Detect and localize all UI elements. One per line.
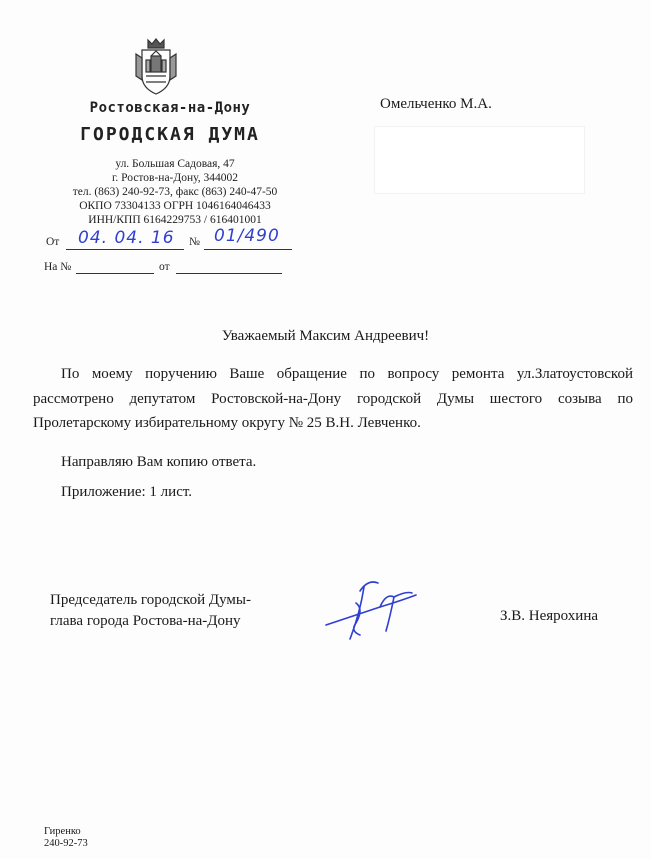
reply-number-prefix: На № <box>44 261 72 273</box>
number-underline <box>204 249 292 250</box>
org-name-line1: Ростовская-на-Дону <box>89 100 251 116</box>
handwritten-signature <box>320 573 420 645</box>
redacted-address-block <box>375 127 584 193</box>
phone-fax-line: тел. (863) 240-92-73, факс (863) 240-47-50 <box>72 186 278 198</box>
executor-name: Гиренко <box>44 826 81 837</box>
date-prefix: От <box>46 236 60 248</box>
handwritten-number: 01/490 <box>214 226 280 246</box>
signatory-position-line1: Председатель городской Думы- <box>50 592 251 608</box>
attachment-line: Приложение: 1 лист. <box>61 484 193 500</box>
letter-body <box>33 362 633 436</box>
signatory-position-line2: глава города Ростова-на-Дону <box>50 613 241 629</box>
date-underline <box>66 249 184 250</box>
body-line-2: рассмотрено депутатом Ростовской-на-Дону городской Думы шестого созыва по <box>33 390 633 407</box>
okpo-ogrn-line: ОКПО 73304133 ОГРН 1046164046433 <box>79 200 271 212</box>
address-city: г. Ростов-на-Дону, 344002 <box>112 172 238 184</box>
address-street: ул. Большая Садовая, 47 <box>115 158 235 170</box>
signatory-position <box>50 590 251 632</box>
recipient-name: Омельченко М.А. <box>380 96 492 112</box>
handwritten-date: 04. 04. 16 <box>78 228 175 248</box>
reply-date-underline <box>176 273 282 274</box>
reply-number-underline <box>76 273 154 274</box>
org-name-line2: ГОРОДСКАЯ ДУМА <box>80 124 260 145</box>
executor-phone: 240-92-73 <box>44 838 88 849</box>
body-line-3: Пролетарскому избирательному округу № 25 В.Н. Левченко. <box>33 415 421 431</box>
copy-sent-line: Направляю Вам копию ответа. <box>61 454 257 470</box>
greeting: Уважаемый Максим Андреевич! <box>221 328 430 344</box>
coat-of-arms-icon <box>132 36 180 98</box>
executor-info <box>44 826 88 850</box>
inn-kpp-line: ИНН/КПП 6164229753 / 616401001 <box>88 214 262 226</box>
number-prefix: № <box>189 236 200 248</box>
signatory-name: З.В. Неярохина <box>500 608 598 624</box>
reply-from-prefix: от <box>159 261 170 273</box>
body-line-1: По моему поручению Ваше обращение по вопросу ремонта ул.Златоустовской <box>61 366 633 382</box>
